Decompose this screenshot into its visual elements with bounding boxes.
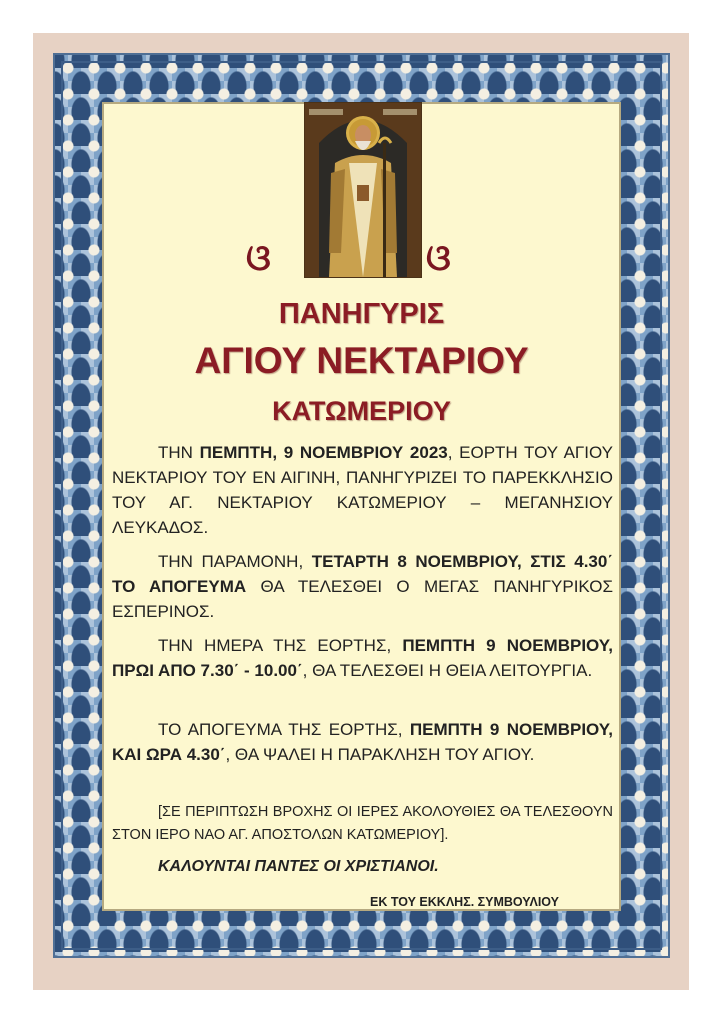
signature: ΕΚ ΤΟΥ ΕΚΚΛΗΣ. ΣΥΜΒΟΥΛΙΟΥ	[370, 895, 560, 909]
flourish-ornament-icon: ଓ	[246, 237, 271, 279]
paragraph-liturgy: ΤΗΝ ΗΜΕΡΑ ΤΗΣ ΕΟΡΤΗΣ, ΠΕΜΠΤΗ 9 ΝΟΕΜΒΡΙΟΥ, ΠΡΩΙ ΑΠΟ 7.30΄ - 10.00΄, ΘΑ ΤΕΛΕΣΘΕΙ Η ΘΕΙΑ ΛΕΙΤΟΥΡΓΙΑ.	[112, 636, 613, 680]
title-line-1: ΠΑΝΗΓΥΡΙΣ	[278, 298, 445, 330]
saint-nektarios-icon	[305, 103, 421, 277]
paragraph-feast-date: ΤΗΝ ΠΕΜΠΤΗ, 9 ΝΟΕΜΒΡΙΟΥ 2023, ΕΟΡΤΗ ΤΟΥ ΑΓΙΟΥ ΝΕΚΤΑΡΙΟΥ ΤΟΥ ΕΝ ΑΙΓΙΝΗ, ΠΑΝΗΓΥΡΙΖΕΙ ΤΟ ΠΑΡΕΚΚΛΗΣΙΟ ΤΟΥ ΑΓ. ΝΕΚΤΑΡΙΟΥ ΚΑΤΩΜΕΡΙΟΥ – ΜΕΓΑΝΗΣΙΟΥ ΛΕΥΚΑΔΟΣ.	[112, 443, 614, 537]
paragraph-vespers: ΤΗΝ ΠΑΡΑΜΟΝΗ, ΤΕΤΑΡΤΗ 8 ΝΟΕΜΒΡΙΟΥ, ΣΤΙΣ 4.30΄ ΤΟ ΑΠΟΓΕΥΜΑ ΘΑ ΤΕΛΕΣΘΕΙ Ο ΜΕΓΑΣ ΠΑΝΗΓΥΡΙΚΟΣ ΕΣΠΕΡΙΝΟΣ.	[112, 552, 614, 621]
invitation-line: ΚΑΛΟΥΝΤΑΙ ΠΑΝΤΕΣ ΟΙ ΧΡΙΣΤΙΑΝΟΙ.	[158, 858, 439, 875]
paragraph-rain-note: [ΣΕ ΠΕΡΙΠΤΩΣΗ ΒΡΟΧΗΣ ΟΙ ΙΕΡΕΣ ΑΚΟΛΟΥΘΙΕΣ ΘΑ ΤΕΛΕΣΘΟΥΝ ΣΤΟΝ ΙΕΡΟ ΝΑΟ ΑΓ. ΑΠΟΣΤΟΛΩΝ ΚΑΤΩΜΕΡΙΟΥ].	[112, 804, 613, 843]
flourish-ornament-icon: ଓ	[426, 237, 451, 279]
title-line-2: ΑΓΙΟΥ ΝΕΚΤΑΡΙΟΥ	[194, 340, 529, 381]
title-line-3: ΚΑΤΩΜΕΡΙΟΥ	[272, 396, 451, 426]
paragraph-paraklesis: ΤΟ ΑΠΟΓΕΥΜΑ ΤΗΣ ΕΟΡΤΗΣ, ΠΕΜΠΤΗ 9 ΝΟΕΜΒΡΙΟΥ, ΚΑΙ ΩΡΑ 4.30΄, ΘΑ ΨΑΛΕΙ Η ΠΑΡΑΚΛΗΣΗ ΤΟΥ ΑΓΙΟΥ.	[112, 720, 613, 764]
